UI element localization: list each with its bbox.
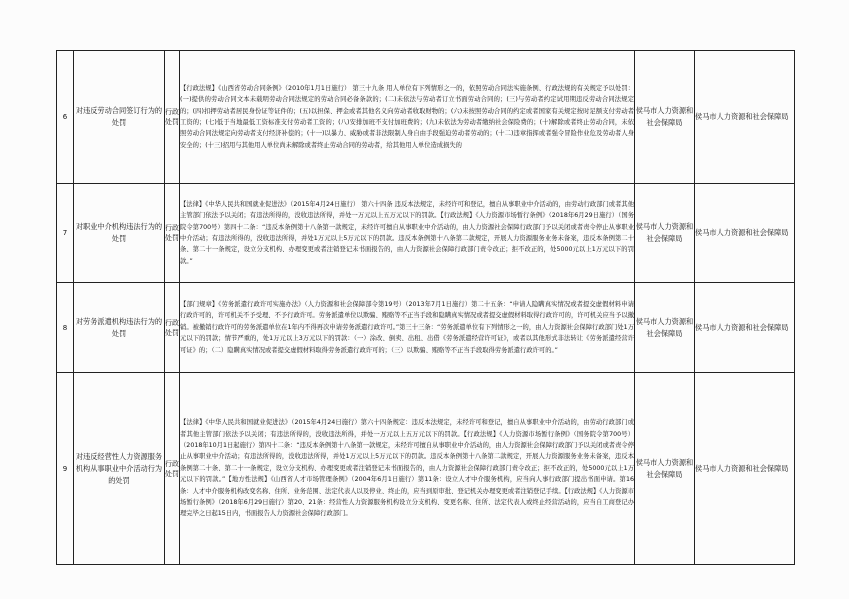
item-name: 对违反劳动合同签订行为的处罚 xyxy=(74,51,165,184)
item-name: 对职业中介机构违法行为的处罚 xyxy=(74,184,165,283)
item-type: 行政处罚 xyxy=(165,283,180,373)
legal-basis: 【部门规章】《劳务派遣行政许可实施办法》（人力资源和社会保障部令第19号）（2013年7月1日施行）第二十五条：“申请人隐瞒真实情况或者提交虚假材料申请行政许可的，许可机关不予受理、不予行政许可。劳务派遣单位以欺骗、贿赂等不正当手段和隐瞒真实情况或者提交虚假材料取得行政许可的，许可机关应当予以撤销。被撤销行政许可的劳务派遣单位在1年内不得再次申请劳务派遣行政许可。”第三十三条：“劳务派遣单位有下列情形之一的，由人力资源社会保障行政部门处1万元以下的罚款；情节严重的，处1万元以上3万元以下的罚款：（一）涂改、倒卖、出租、出借《劳务派遣经营许可证》，或者以其他形式非法转让《劳务派遣经营许可证》的；（二）隐瞒真实情况或者提交虚假材料取得劳务派遣行政许可的；（三）以欺骗、贿赂等不正当手段取得劳务派遣行政许可的。” xyxy=(180,283,635,373)
row-number: 9 xyxy=(57,373,74,565)
row-number: 8 xyxy=(57,283,74,373)
responsible-department: 侯马市人力资源和社会保障局 xyxy=(635,373,695,565)
responsible-department: 侯马市人力资源和社会保障局 xyxy=(635,184,695,283)
implementing-department: 侯马市人力资源和社会保障局 xyxy=(695,51,795,184)
table-row xyxy=(57,184,795,283)
implementing-department: 侯马市人力资源和社会保障局 xyxy=(695,373,795,565)
responsible-department: 侯马市人力资源和社会保障局 xyxy=(635,283,695,373)
row-number: 7 xyxy=(57,184,74,283)
item-name: 对违反经营性人力资源服务机构从事职业中介活动行为的处罚 xyxy=(74,373,165,565)
item-type: 行政处罚 xyxy=(165,373,180,565)
table-row xyxy=(57,373,795,565)
legal-basis: 【法律】《中华人民共和国就业促进法》（2015年4月24日施行） 第六十四条 违反本法规定，未经许可和登记，擅自从事职业中介活动的，由劳动行政部门或者其他主管部门依法予以关闭；有违法所得的，没收违法所得，并处一万元以上五万元以下的罚款。【行政法规】《人力资源市场暂行条例》（2018年6月29日施行）（国务院令第700号）第四十二条：“违反本条例第十八条第一款规定，未经许可擅自从事职业中介活动的，由人力资源社会保障行政部门予以关闭或者责令停止从事职业中介活动；有违法所得的，没收违法所得，并处1万元以上5万元以下的罚款。违反本条例第十八条第二款规定，开展人力资源服务业务未备案，违反本条例第二十条、第二十一条规定，设立分支机构、办理变更或者注销登记未书面报告的，由人力资源社会保障行政部门责令改正；拒不改正的，处5000元以上1万元以下的罚款。” xyxy=(180,184,635,283)
implementing-department: 侯马市人力资源和社会保障局 xyxy=(695,283,795,373)
legal-basis: 【行政法规】《山西省劳动合同条例》（2010年1月1日施行） 第三十九条 用人单位有下列情形之一的，依照劳动合同法实施条例、行政法规的有关规定予以处罚：(一)提供的劳动合同文本未载明劳动合同法规定的劳动合同必备条款的；(二)未依法与劳动者订立书面劳动合同的；(三)与劳动者约定试用期违反劳动合同法规定的；(四)扣押劳动者居民身份证等证件的；(五)以担保、押金或者其他名义向劳动者收取财物的；(六)未按照劳动合同的约定或者国家有关规定按时足额支付劳动者工资的；(七)低于当地最低工资标准支付劳动者工资的；(八)安排加班不支付加班费的；(九)未依法为劳动者缴纳社会保险费的；(十)解除或者终止劳动合同，未依照劳动合同法规定向劳动者支付经济补偿的；(十一)以暴力、威胁或者非法限制人身自由手段强迫劳动者劳动的；(十二)违章指挥或者强令冒险作业危及劳动者人身安全的；(十三)招用与其他用人单位尚未解除或者终止劳动合同的劳动者，给其他用人单位造成损失的 xyxy=(180,51,635,184)
item-type: 行政处罚 xyxy=(165,51,180,184)
legal-basis: 【法律】《中华人民共和国就业促进法》（2015年4月24日施行）第六十四条规定：违反本法规定，未经许可和登记，擅自从事职业中介活动的，由劳动行政部门或者其他主管部门依法予以关闭；有违法所得的，没收违法所得，并处一万元以上五万元以下的罚款。【行政法规】《人力资源市场暂行条例》（国务院令第700号）（2018年10月1日起施行）第四十二条：“违反本条例第十八条第一款规定，未经许可擅自从事职业中介活动的，由人力资源社会保障行政部门予以关闭或者责令停止从事职业中介活动；有违法所得的，没收违法所得，并处1万元以上5万元以下的罚款。违反本条例第十八条第二款规定，开展人力资源服务业务未备案，违反本条例第二十条、第二十一条规定，设立分支机构、办理变更或者注销登记未书面报告的，由人力资源社会保障行政部门责令改正；拒不改正的，处5000元以上1万元以下的罚款。”【地方性法规】《山西省人才市场管理条例》（2004年6月1日施行）第11条：设立人才中介服务机构，应当向人事行政部门提出书面申请。第16条：人才中介服务机构改变名称、住所、业务范围、法定代表人以及停业、终止的，应当到原审批、登记机关办理变更或者注销登记手续。【行政法规】《人力资源市场暂行条例》（2018年6月29日施行）第20、21条：经营性人力资源服务机构设立分支机构、变更名称、住所、法定代表人或终止经营活动的，应当自工商登记办理完毕之日起15日内，书面报告人力资源社会保障行政部门。 xyxy=(180,373,635,565)
item-name: 对劳务派遣机构违法行为的处罚 xyxy=(74,283,165,373)
row-number: 6 xyxy=(57,51,74,184)
responsible-department: 侯马市人力资源和社会保障局 xyxy=(635,51,695,184)
item-type: 行政处罚 xyxy=(165,184,180,283)
penalty-table xyxy=(56,50,795,565)
table-row xyxy=(57,283,795,373)
table-row xyxy=(57,51,795,184)
implementing-department: 侯马市人力资源和社会保障局 xyxy=(695,184,795,283)
